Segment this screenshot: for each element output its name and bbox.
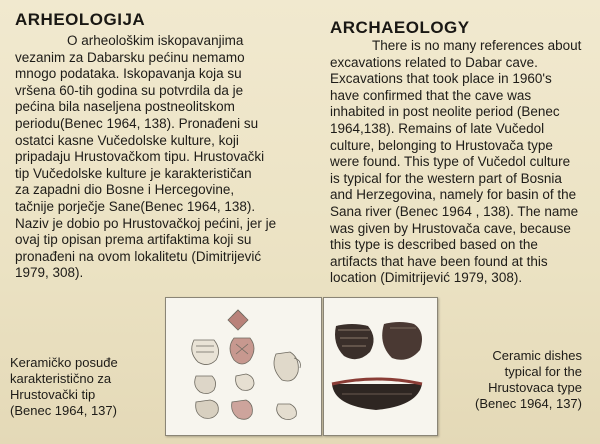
- text-line: There is no many references about: [372, 38, 582, 53]
- pottery-vessels-illustration: [324, 298, 437, 435]
- text-line: pronađeni na ovom lokalitetu (Dimitrijević: [15, 248, 262, 264]
- caption-english: [432, 348, 582, 412]
- text-line: 1964,138). Remains of late Vučedol: [330, 120, 545, 136]
- text-line: vezanim za Dabarsku pećinu nemamo: [15, 49, 245, 65]
- text-line: Excavations that took place in 1960's: [330, 71, 552, 87]
- text-line: 1979, 308).: [15, 265, 84, 281]
- caption-line: (Benec 1964, 137): [10, 403, 117, 418]
- heading-croatian: ARHEOLOGIJA: [15, 10, 146, 29]
- text-line: culture, belonging to Hrustovača type: [330, 137, 553, 153]
- text-line: artifacts that have been found at this: [330, 253, 548, 269]
- caption-croatian: [10, 355, 170, 419]
- caption-line: Hrustovaca type: [488, 380, 582, 395]
- caption-line: karakteristično za: [10, 371, 112, 386]
- text-line: ostatci kasne Vučedolske kulture, koji: [15, 132, 239, 148]
- text-line: vršena 60-tih godina su potvrdila da je: [15, 82, 244, 98]
- text-line: pećina bila naseljena postneolitskom: [15, 99, 235, 115]
- text-line: location (Dimitrijević 1979, 308).: [330, 270, 523, 286]
- caption-line: Ceramic dishes: [492, 348, 582, 363]
- text-line: is typical for the western part of Bosnia: [330, 170, 562, 186]
- text-line: was given by Hrustovača cave, because: [330, 220, 571, 236]
- text-line: Sana river (Benec 1964 , 138). The name: [330, 203, 579, 219]
- text-line: tačnije porječje Sane(Benec 1964, 138).: [15, 198, 256, 214]
- text-line: were found. This type of Vučedol culture: [330, 154, 571, 170]
- text-line: pripadaju Hrustovačkom tipu. Hrustovački: [15, 149, 265, 165]
- text-line: tip Vučedolske kulture je karakterističan: [15, 165, 252, 181]
- text-line: za zapadni dio Bosne i Hercegovine,: [15, 182, 235, 198]
- pottery-vessels-photo: [323, 297, 438, 436]
- caption-line: Keramičko posuđe: [10, 355, 118, 370]
- caption-line: Hrustovački tip: [10, 387, 96, 402]
- heading-english: ARCHAEOLOGY: [330, 18, 470, 37]
- text-line: excavations related to Dabar cave.: [330, 54, 538, 70]
- pottery-drawings-photo: [165, 297, 322, 436]
- paragraph-croatian: [15, 33, 302, 282]
- text-line: inhabited in post neolite period (Benec: [330, 104, 560, 120]
- text-line: ovaj tip opisan prema artifaktima koji su: [15, 232, 252, 248]
- text-line: O arheološkim iskopavanjima: [67, 33, 244, 48]
- caption-line: (Benec 1964, 137): [475, 396, 582, 411]
- caption-line: typical for the: [504, 364, 582, 379]
- text-line: this type is described based on the: [330, 237, 538, 253]
- text-line: have confirmed that the cave was: [330, 87, 532, 103]
- text-line: periodu(Benec 1964, 138). Pronađeni su: [15, 115, 259, 131]
- text-line: Naziv je dobio po Hrustovačkoj pećini, jer je: [15, 215, 277, 231]
- text-line: and Herzegovina, namely for basin of the: [330, 187, 577, 203]
- paragraph-english: [330, 38, 591, 287]
- pottery-drawings-illustration: [166, 298, 321, 435]
- text-line: mnogo podataka. Iskopavanja koja su: [15, 66, 242, 82]
